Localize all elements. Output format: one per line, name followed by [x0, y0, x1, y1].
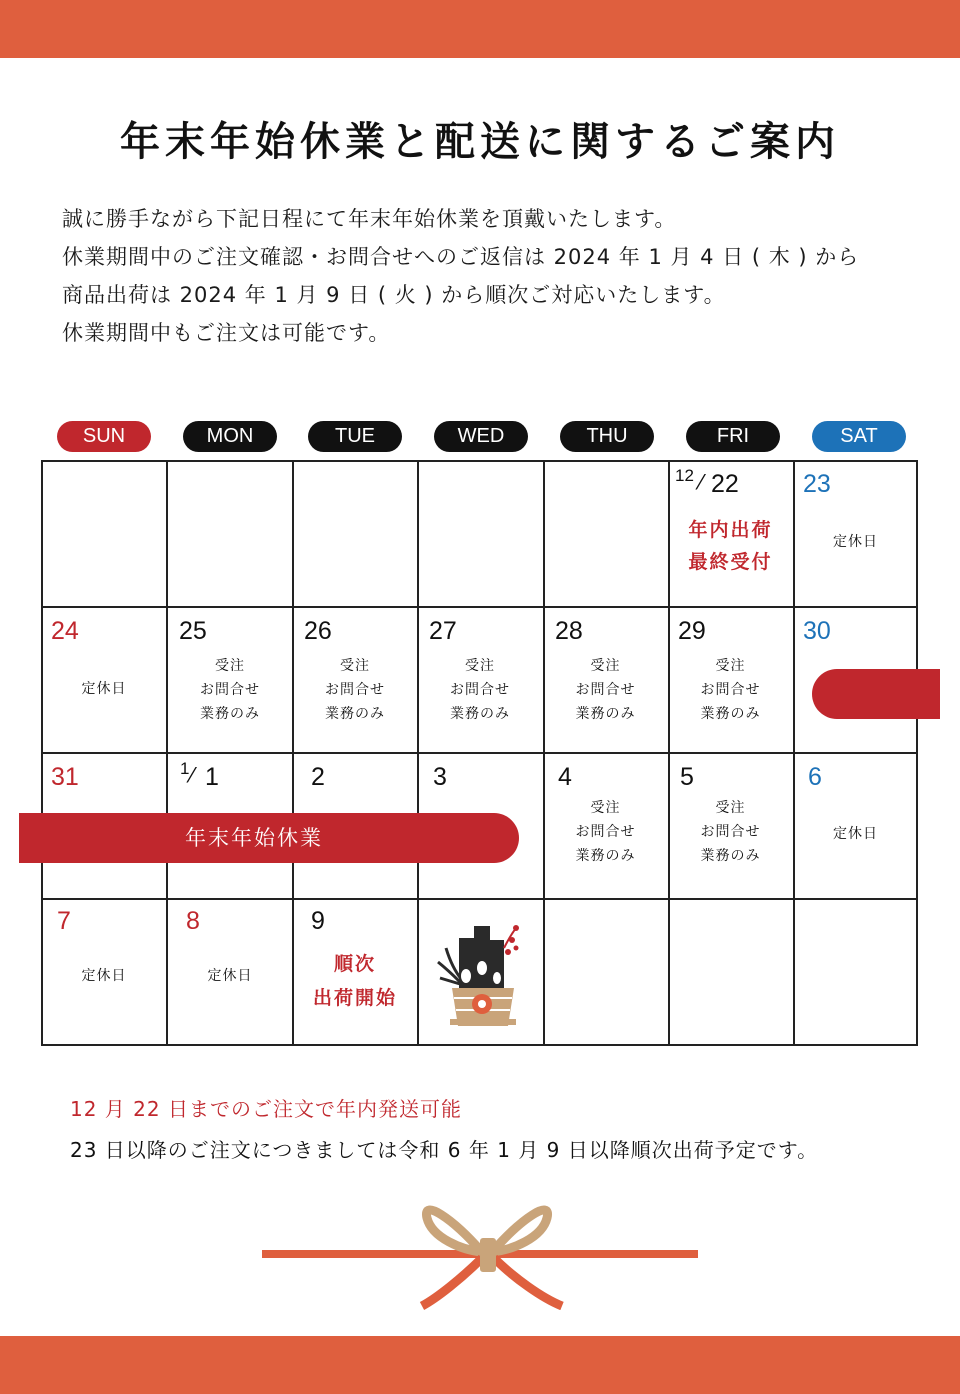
orders-only-note	[417, 654, 543, 726]
date-27: 27	[429, 617, 457, 645]
note-line: 受注	[215, 658, 245, 674]
holiday-banner-label: 年末年始休業	[185, 826, 323, 850]
note-line: 順次	[333, 953, 376, 975]
note-line: 業務のみ	[325, 706, 385, 722]
orders-only-note	[668, 654, 793, 726]
weekday-fri: FRI	[686, 421, 780, 452]
shipping-start-note	[292, 947, 418, 1015]
weekday-wed: WED	[434, 421, 528, 452]
date-6: 6	[808, 763, 822, 791]
last-order-line-1: 年内出荷	[688, 519, 773, 541]
note-line: 業務のみ	[700, 706, 761, 722]
orders-only-note	[167, 654, 293, 726]
weekday-sat: SAT	[812, 421, 906, 452]
weekday-tue: TUE	[308, 421, 402, 452]
date-28: 28	[555, 617, 583, 645]
footer-deadline: 12 月 22 日までのご注文で年内発送可能	[70, 1097, 462, 1121]
weekday-header	[42, 421, 918, 452]
grid-line	[43, 752, 916, 754]
date-slash: ⁄	[190, 763, 194, 787]
note-line: 業務のみ	[450, 706, 510, 722]
date-dec22: 22	[711, 470, 739, 498]
date-29: 29	[678, 617, 706, 645]
date-dec22-month: 12	[675, 466, 694, 485]
note-line: お問合せ	[700, 682, 761, 698]
date-jan1-month: 1	[180, 759, 190, 778]
note-line: お問合せ	[325, 682, 385, 698]
note-line: 受注	[715, 658, 746, 674]
date-31: 31	[51, 763, 79, 791]
weekday-thu: THU	[560, 421, 654, 452]
date-2: 2	[311, 763, 325, 791]
grid-line	[43, 606, 916, 608]
weekday-mon: MON	[183, 421, 277, 452]
date-3: 3	[433, 763, 447, 791]
date-25: 25	[179, 617, 207, 645]
holiday-banner-start	[812, 669, 940, 719]
date-jan1: 1	[205, 763, 219, 791]
orders-only-note	[292, 654, 418, 726]
closed-note: 定休日	[833, 826, 878, 842]
last-order-line-2: 最終受付	[688, 551, 773, 573]
kadomatsu-icon	[432, 918, 524, 1036]
orders-only-note	[543, 796, 668, 868]
note-line: 受注	[590, 800, 621, 816]
note-line: お問合せ	[575, 824, 636, 840]
bottom-band	[0, 1336, 960, 1394]
orders-only-note	[668, 796, 793, 868]
intro-line-4: 休業期間中もご注文は可能です。	[62, 321, 391, 345]
date-5: 5	[680, 763, 694, 791]
footer-schedule: 23 日以降のご注文につきましては令和 6 年 1 月 9 日以降順次出荷予定です。	[70, 1138, 819, 1162]
closed-note: 定休日	[833, 534, 878, 550]
closed-note: 定休日	[207, 968, 253, 984]
note-line: 受注	[340, 658, 370, 674]
ribbon-icon	[262, 1198, 698, 1310]
note-line: 受注	[590, 658, 621, 674]
date-23: 23	[803, 470, 831, 498]
intro-text	[62, 200, 942, 352]
note-line: お問合せ	[575, 682, 636, 698]
note-line: 業務のみ	[700, 848, 761, 864]
note-line: 受注	[465, 658, 495, 674]
note-line: 受注	[715, 800, 746, 816]
note-line: 業務のみ	[200, 706, 260, 722]
date-7: 7	[57, 907, 71, 935]
note-line: お問合せ	[450, 682, 510, 698]
date-30: 30	[803, 617, 831, 645]
closed-note: 定休日	[81, 968, 127, 984]
note-line: 業務のみ	[575, 848, 636, 864]
page-title: 年末年始休業と配送に関するご案内	[120, 119, 840, 165]
date-9: 9	[311, 907, 325, 935]
last-order-note	[668, 514, 793, 578]
weekday-sun: SUN	[57, 421, 151, 452]
orders-only-note	[543, 654, 668, 726]
note-line: お問合せ	[700, 824, 761, 840]
date-8: 8	[186, 907, 200, 935]
date-slash: ⁄	[699, 470, 703, 494]
date-26: 26	[304, 617, 332, 645]
date-24: 24	[51, 617, 79, 645]
date-4: 4	[558, 763, 572, 791]
intro-line-2: 休業期間中のご注文確認・お問合せへのご返信は 2024 年 1 月 4 日 ( 木 ) から	[62, 245, 860, 269]
closed-note: 定休日	[81, 681, 127, 697]
intro-line-3: 商品出荷は 2024 年 1 月 9 日 ( 火 ) から順次ご対応いたします。	[62, 283, 726, 307]
note-line: お問合せ	[200, 682, 260, 698]
intro-line-1: 誠に勝手ながら下記日程にて年末年始休業を頂戴いたします。	[62, 207, 677, 231]
note-line: 業務のみ	[575, 706, 636, 722]
grid-line	[43, 898, 916, 900]
top-band	[0, 0, 960, 58]
note-line: 出荷開始	[312, 987, 397, 1009]
